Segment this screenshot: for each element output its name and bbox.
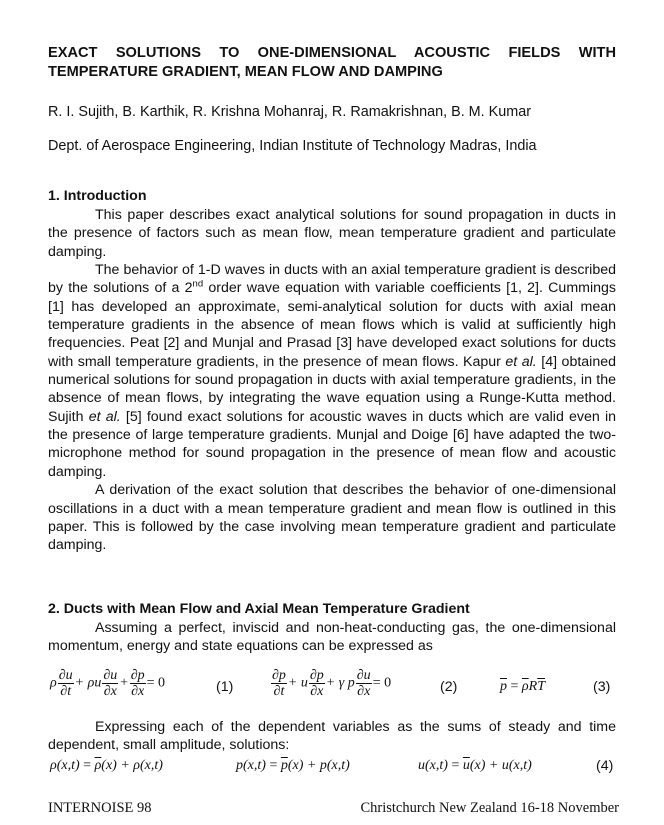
affiliation: Dept. of Aerospace Engineering, Indian Institute of Technology Madras, India xyxy=(48,138,537,154)
equation-row-4 xyxy=(48,758,616,778)
intro-paragraph-3: A derivation of the exact solution that describes the behavior of one-dimensional oscillations in a duct with a mean temperature gradient and mean flow is outlined in this paper. This is followed by the case involving mean temperature gradient and particulate damping. xyxy=(48,482,616,554)
section-heading-introduction: 1. Introduction xyxy=(48,188,147,204)
equation-row-1 xyxy=(48,668,616,710)
paper-title: EXACT SOLUTIONS TO ONE-DIMENSIONAL ACOUSTIC FIELDS WITH TEMPERATURE GRADIENT, MEAN FLOW AND DAMPING xyxy=(48,45,616,80)
intro-paragraph-1: This paper describes exact analytical solutions for sound propagation in ducts in the presence of factors such as mean flow, mean temperature gradient and particulate damping. xyxy=(48,207,616,260)
equation-number-3: (3) xyxy=(593,679,611,695)
energy-equation: $\frac{\partial p}{\partial t}$ + u $\frac{\partial p}{\partial x}$ + γ p $\frac{\partial u}{\partial x}$ = 0 xyxy=(272,668,392,699)
author-list: R. I. Sujith, B. Karthik, R. Krishna Mohanraj, R. Ramakrishnan, B. M. Kumar xyxy=(48,104,532,120)
pressure-decomposition: $p(x,t) = \overline{p}(x) + p(x,t)$ xyxy=(236,758,350,773)
density-decomposition: $\rho(x,t) = \overline{\rho}(x) + \rho(x,t)$ xyxy=(50,758,163,773)
footer-conference: INTERNOISE 98 xyxy=(48,800,152,816)
section2-paragraph-1: Assuming a perfect, inviscid and non-heat-conducting gas, the one-dimensional momentum, energy and state equations can be expressed as xyxy=(48,620,616,655)
section2-paragraph-2: Expressing each of the dependent variables as the sums of steady and time dependent, small amplitude, solutions: xyxy=(48,719,616,754)
footer-location-date: Christchurch New Zealand 16-18 November xyxy=(360,800,619,816)
state-equation: $\overline{p} = \overline{\rho}R\overline{T}$ xyxy=(500,679,545,694)
section-heading-mean-flow: 2. Ducts with Mean Flow and Axial Mean Temperature Gradient xyxy=(48,601,470,617)
equation-number-1: (1) xyxy=(216,679,234,695)
intro-paragraph-2: The behavior of 1-D waves in ducts with an axial temperature gradient is described by the solutions of a 2nd order wave equation with variable coefficients [1, 2]. Cummings [1] has developed an approximate, semi-analytical solution for ducts with axial mean temperature gradients in the absence of mean flows which is valid at sufficiently high frequencies. Peat [2] and Munjal and Prasad [3] have developed exact solutions for ducts with small temperature gradients, in the presence of mean flows. Kapur et al. [4] obtained numerical solutions for sound propagation in ducts with axial temperature gradients, in the absence of mean flows, by integrating the wave equation using a Runge-Kutta method. Sujith et al. [5] found exact solutions for acoustic waves in ducts which are valid even in the presence of large temperature gradients. Munjal and Doige [6] have adapted the two-microphone method for sound propagation in the presence of mean flow and acoustic damping. xyxy=(48,262,617,480)
introduction-body xyxy=(48,206,616,555)
momentum-equation: ρ $\frac{\partial u}{\partial t}$ + ρu $\frac{\partial u}{\partial x}$ + $\frac{\partial p}{\partial x}$ = 0 xyxy=(50,668,166,699)
equation-number-4: (4) xyxy=(596,758,614,774)
equation-number-2: (2) xyxy=(440,679,458,695)
velocity-decomposition: $u(x,t) = \overline{u}(x) + u(x,t)$ xyxy=(418,758,532,773)
